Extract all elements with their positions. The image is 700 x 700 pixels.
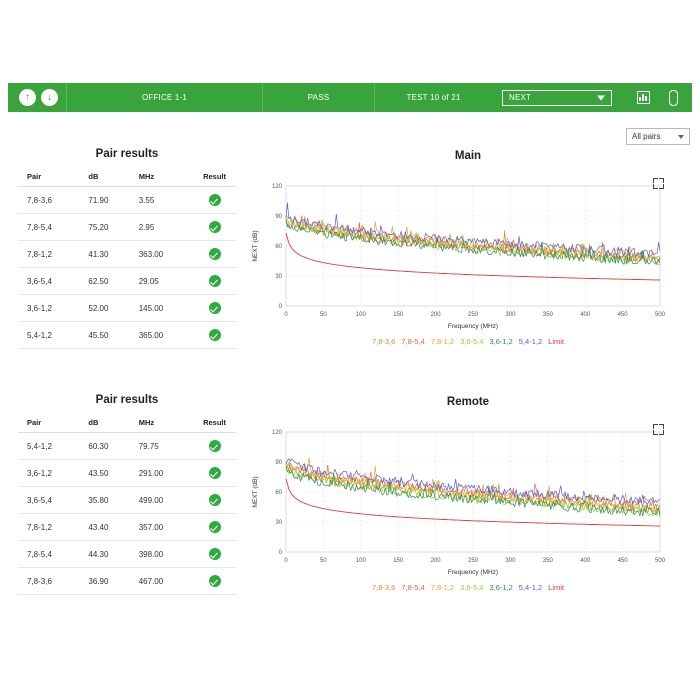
column-header-db: dB — [88, 169, 138, 187]
svg-text:0: 0 — [284, 558, 288, 564]
column-header-mhz: MHz — [139, 415, 193, 433]
svg-text:NEXT (dB): NEXT (dB) — [252, 230, 259, 262]
legend-item: 7,8-3,6 — [372, 583, 396, 592]
legend-item: 5,4-1,2 — [518, 337, 543, 346]
legend-item: Limit — [548, 337, 564, 346]
cell-mhz: 79.75 — [139, 433, 193, 460]
cell-mhz: 145.00 — [139, 295, 193, 322]
table-row[interactable] — [18, 187, 236, 214]
cell-db: 43.50 — [88, 460, 138, 487]
cell-db: 71.90 — [88, 187, 138, 214]
cell-mhz: 3.55 — [139, 187, 193, 214]
pair-filter-dropdown[interactable] — [626, 128, 690, 145]
remote-chart-title: Remote — [446, 396, 490, 408]
table-row[interactable] — [18, 433, 236, 460]
svg-text:450: 450 — [617, 558, 628, 564]
test-counter: TEST 10 of 21 — [374, 83, 492, 112]
svg-text:400: 400 — [580, 312, 591, 318]
svg-text:450: 450 — [617, 312, 628, 318]
cell-db: 41.30 — [88, 241, 138, 268]
svg-text:50: 50 — [320, 558, 327, 564]
svg-text:NEXT (dB): NEXT (dB) — [252, 476, 259, 508]
legend-item: 7,8-1,2 — [430, 583, 455, 592]
svg-text:60: 60 — [275, 490, 282, 496]
svg-text:0: 0 — [278, 304, 282, 310]
expand-icon[interactable] — [653, 178, 664, 189]
legend-item: 3,6-5,4 — [460, 337, 484, 346]
cell-db: 75.20 — [88, 214, 138, 241]
svg-text:0: 0 — [284, 312, 288, 318]
svg-text:300: 300 — [505, 312, 516, 318]
pass-check-icon — [209, 302, 221, 314]
cell-result — [193, 568, 236, 595]
expand-icon[interactable] — [653, 424, 664, 435]
legend-item: 7,8-5,4 — [401, 337, 425, 346]
svg-text:50: 50 — [320, 312, 327, 318]
svg-text:Frequency (MHz): Frequency (MHz) — [447, 323, 499, 330]
bar-chart-glyph — [637, 91, 650, 104]
svg-text:100: 100 — [355, 558, 366, 564]
svg-text:400: 400 — [580, 558, 591, 564]
cell-mhz: 363.00 — [139, 241, 193, 268]
cell-pair: 7,8-5,4 — [18, 541, 88, 568]
pass-check-icon — [209, 221, 221, 233]
cell-mhz: 29.05 — [139, 268, 193, 295]
svg-text:150: 150 — [393, 558, 404, 564]
svg-text:120: 120 — [271, 430, 282, 436]
cell-mhz: 365.00 — [139, 322, 193, 349]
main-pair-results-panel — [18, 148, 236, 349]
svg-text:30: 30 — [275, 520, 282, 526]
table-row[interactable] — [18, 322, 236, 349]
remote-chart-plot — [248, 426, 688, 581]
remote-pair-results-panel — [18, 394, 236, 595]
status-badge: PASS — [262, 83, 374, 112]
cell-pair: 3,6-5,4 — [18, 487, 88, 514]
column-header-pair: Pair — [18, 169, 88, 187]
cell-pair: 5,4-1,2 — [18, 322, 88, 349]
table-row[interactable] — [18, 295, 236, 322]
main-pair-results-table — [18, 169, 236, 349]
svg-text:90: 90 — [275, 460, 282, 466]
cell-result — [193, 268, 236, 295]
cell-pair: 7,8-1,2 — [18, 514, 88, 541]
pass-check-icon — [209, 329, 221, 341]
main-chart-plot — [248, 180, 688, 335]
cell-db: 35.80 — [88, 487, 138, 514]
cell-mhz: 357.00 — [139, 514, 193, 541]
svg-text:350: 350 — [542, 558, 553, 564]
cell-mhz: 398.00 — [139, 541, 193, 568]
cell-mhz: 2.95 — [139, 214, 193, 241]
cell-result — [193, 433, 236, 460]
column-header-mhz: MHz — [139, 169, 193, 187]
cell-db: 52.00 — [88, 295, 138, 322]
svg-text:150: 150 — [393, 312, 404, 318]
table-header-row — [18, 415, 236, 433]
svg-text:200: 200 — [430, 558, 441, 564]
cell-mhz: 467.00 — [139, 568, 193, 595]
cell-db: 62.50 — [88, 268, 138, 295]
svg-text:250: 250 — [467, 312, 479, 318]
legend-item: Limit — [548, 583, 564, 592]
measurement-select[interactable] — [502, 90, 612, 106]
nav-buttons — [8, 89, 66, 106]
cell-db: 44.30 — [88, 541, 138, 568]
cell-db: 36.90 — [88, 568, 138, 595]
legend-item: 3,6-1,2 — [489, 583, 513, 592]
pass-check-icon — [209, 248, 221, 260]
svg-text:250: 250 — [467, 558, 479, 564]
cell-result — [193, 514, 236, 541]
svg-text:Frequency (MHz): Frequency (MHz) — [447, 569, 499, 576]
remote-chart-legend — [248, 583, 688, 592]
cell-pair: 3,6-1,2 — [18, 295, 88, 322]
pass-check-icon — [209, 275, 221, 287]
pass-check-icon — [209, 494, 221, 506]
legend-item: 7,8-3,6 — [372, 337, 396, 346]
pass-check-icon — [209, 467, 221, 479]
table-row[interactable] — [18, 241, 236, 268]
cell-mhz: 499.00 — [139, 487, 193, 514]
svg-text:500: 500 — [654, 312, 666, 318]
table-row[interactable] — [18, 487, 236, 514]
svg-text:500: 500 — [654, 558, 666, 564]
svg-text:60: 60 — [275, 244, 282, 250]
remote-pair-results-table — [18, 415, 236, 595]
legend-item: 3,6-5,4 — [460, 583, 484, 592]
cell-pair: 3,6-5,4 — [18, 268, 88, 295]
cell-result — [193, 322, 236, 349]
remote-chart-panel — [248, 396, 688, 592]
table-row[interactable] — [18, 268, 236, 295]
cell-db: 60.30 — [88, 433, 138, 460]
cell-pair: 7,8-1,2 — [18, 241, 88, 268]
top-toolbar — [8, 83, 692, 112]
cell-mhz: 291.00 — [139, 460, 193, 487]
cell-pair: 7,8-3,6 — [18, 187, 88, 214]
cell-result — [193, 187, 236, 214]
column-header-result: Result — [193, 169, 236, 187]
cell-result — [193, 487, 236, 514]
pass-check-icon — [209, 194, 221, 206]
table-row[interactable] — [18, 541, 236, 568]
chevron-down-icon — [678, 135, 684, 139]
bar-chart-icon[interactable] — [632, 83, 654, 112]
site-label: OFFICE 1-1 — [66, 83, 262, 112]
legend-item: 7,8-1,2 — [430, 337, 455, 346]
table-row[interactable] — [18, 514, 236, 541]
legend-item: 7,8-5,4 — [401, 583, 425, 592]
svg-text:300: 300 — [505, 558, 516, 564]
paperclip-glyph — [669, 90, 678, 106]
table-row[interactable] — [18, 460, 236, 487]
pass-check-icon — [209, 521, 221, 533]
main-chart-legend — [248, 337, 688, 346]
pass-check-icon — [209, 548, 221, 560]
main-chart-panel — [248, 150, 688, 346]
svg-text:90: 90 — [275, 214, 282, 220]
cell-pair: 3,6-1,2 — [18, 460, 88, 487]
svg-text:30: 30 — [275, 274, 282, 280]
remote-pair-results-title: Pair results — [95, 394, 159, 406]
legend-item: 3,6-1,2 — [489, 337, 513, 346]
svg-text:120: 120 — [271, 184, 282, 190]
svg-text:350: 350 — [542, 312, 553, 318]
cell-result — [193, 541, 236, 568]
cell-pair: 5,4-1,2 — [18, 433, 88, 460]
cell-db: 43.40 — [88, 514, 138, 541]
column-header-pair: Pair — [18, 415, 88, 433]
cell-db: 45.50 — [88, 322, 138, 349]
measurement-select-value: NEXT — [509, 93, 532, 102]
table-row[interactable] — [18, 214, 236, 241]
cell-result — [193, 295, 236, 322]
legend-item: 5,4-1,2 — [518, 583, 543, 592]
svg-text:100: 100 — [355, 312, 366, 318]
pair-filter-label: All pairs — [632, 132, 661, 141]
cell-pair: 7,8-3,6 — [18, 568, 88, 595]
arrow-down-icon[interactable]: ↓ — [41, 89, 58, 106]
chevron-down-icon — [597, 95, 605, 100]
cell-result — [193, 214, 236, 241]
svg-text:0: 0 — [278, 550, 282, 556]
column-header-db: dB — [88, 415, 138, 433]
pass-check-icon — [209, 440, 221, 452]
arrow-up-icon[interactable]: ↑ — [19, 89, 36, 106]
paperclip-icon[interactable] — [662, 83, 684, 112]
svg-text:200: 200 — [430, 312, 441, 318]
column-header-result: Result — [193, 415, 236, 433]
cell-result — [193, 241, 236, 268]
table-row[interactable] — [18, 568, 236, 595]
main-pair-results-title: Pair results — [95, 148, 159, 160]
cell-pair: 7,8-5,4 — [18, 214, 88, 241]
table-header-row — [18, 169, 236, 187]
main-chart-title: Main — [454, 150, 482, 162]
pass-check-icon — [209, 575, 221, 587]
cell-result — [193, 460, 236, 487]
